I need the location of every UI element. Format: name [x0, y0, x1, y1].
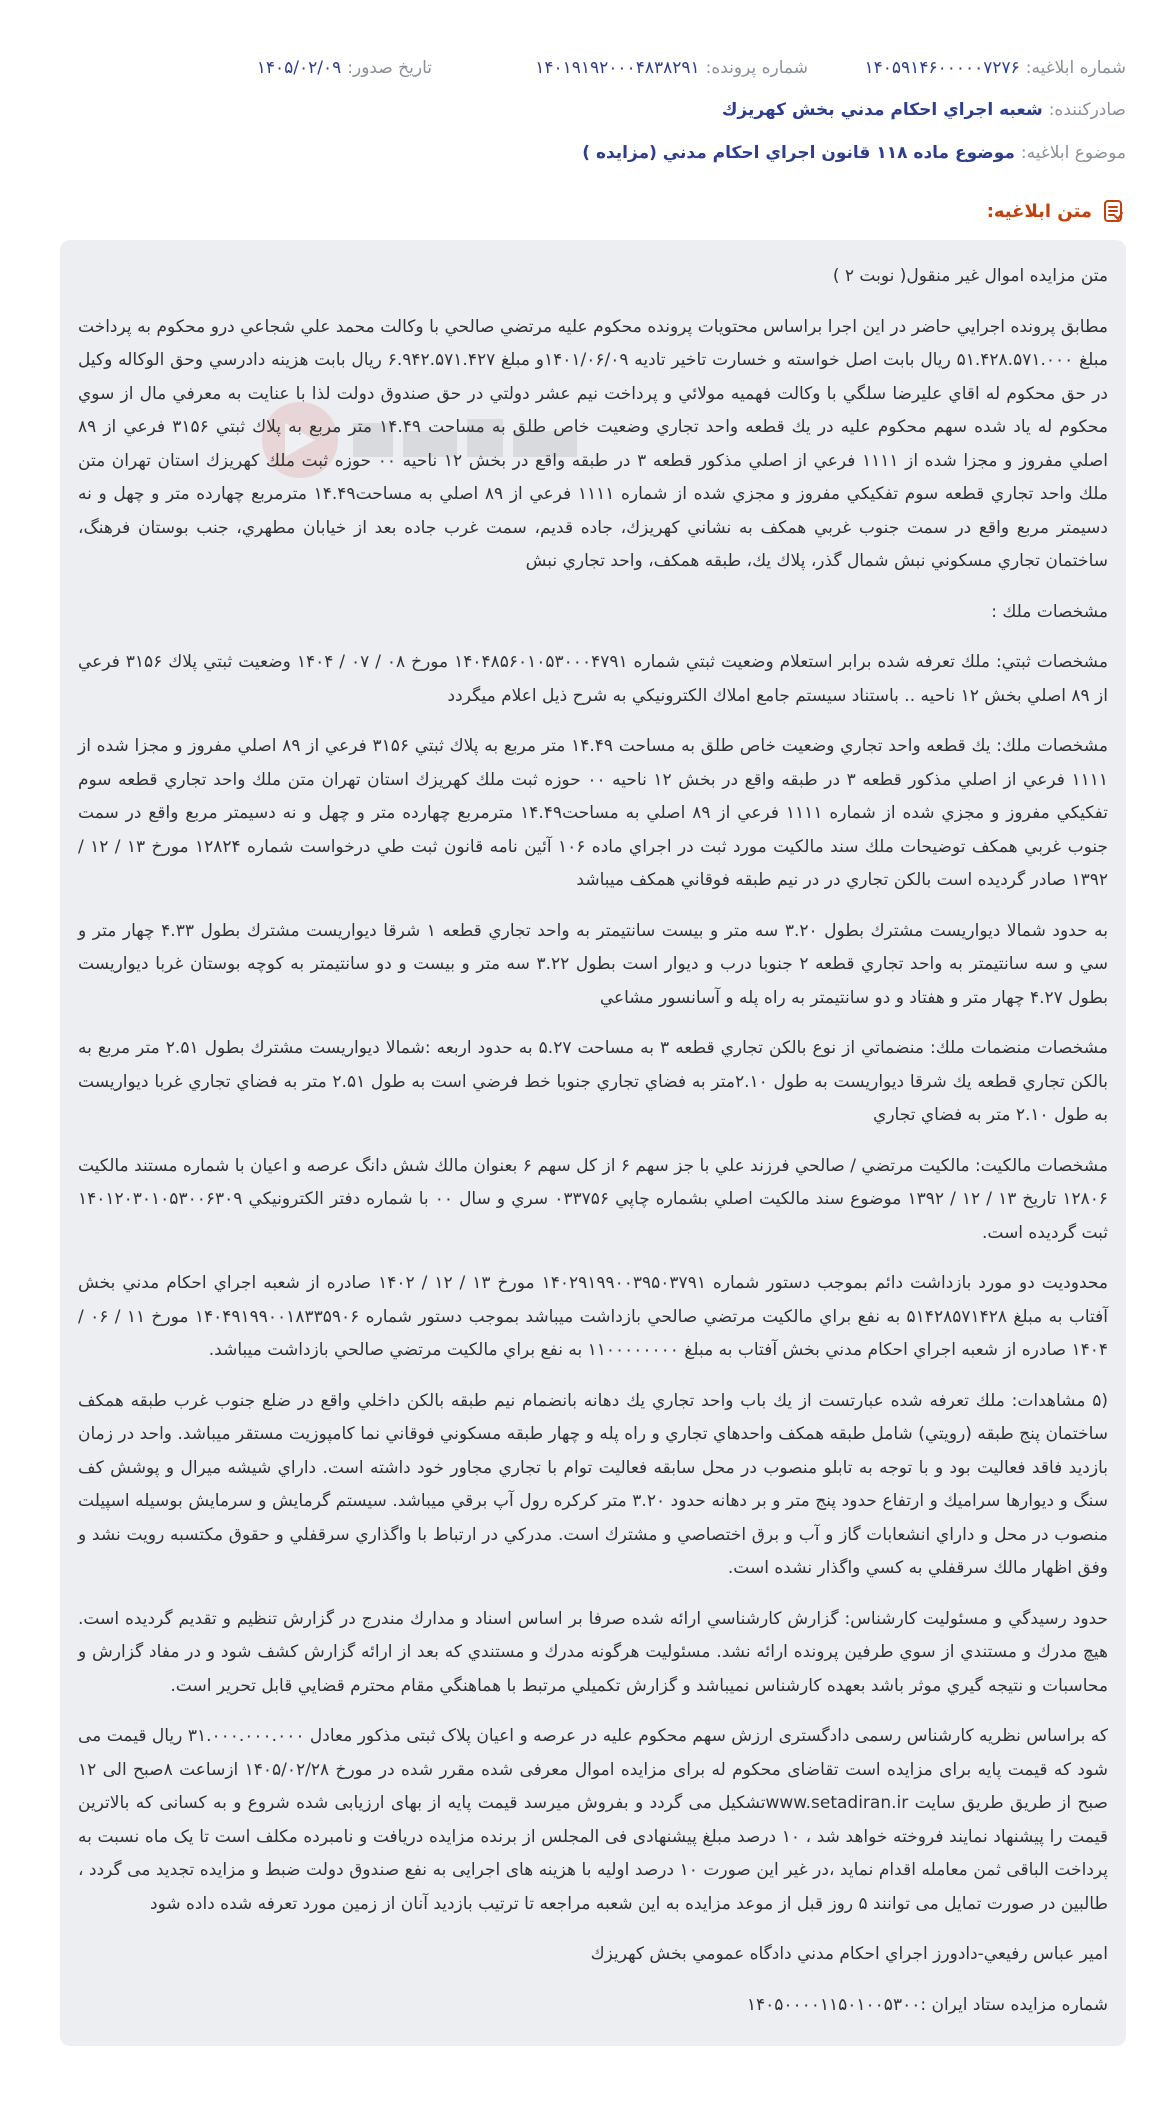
paragraph-13: امير عباس رفيعي-دادورز اجراي احكام مدني دادگاه عمومي بخش كهريزك [590, 1944, 1108, 1964]
header-meta-row-3 [48, 141, 1126, 165]
paragraph-14: شماره مزایده ستاد ایران :۱۴۰۵۰۰۰۰۱۱۵۰۱۰۰۵۳۰۰ [746, 1994, 1108, 2015]
paragraph-2: مطابق پرونده اجرايي حاضر در اين اجرا براساس محتويات پرونده محكوم عليه مرتضي صالحي با وكالت محمد علي شجاعي درو محكوم به پرداخت مبلغ ۵۱.۴۲۸.۵۷۱.۰۰۰ ريال بابت اصل خواسته و خسارت تاخير تاديه ۱۴۰۱/۰۶/۰۹و مبلغ ۶.۹۴۲.۵۷۱.۴۲۷ ريال بابت هزينه دادرسي وحق الوكاله وكيل در حق محكوم له اقاي عليرضا سلگي با وكالت فهميه مولائي و پرداخت نيم عشر دولتي در حق صندوق دولت لذا با عنايت به معرفي مال از سوي محكوم له ياد شده سهم محكوم عليه در يك قطعه واحد تجاري وضعيت خاص طلق به مساحت ۱۴.۴۹ متر مربع به پلاك ثبتي ۳۱۵۶ فرعي از ۸۹ اصلي مفروز و مجزا شده از ۱۱۱۱ فرعي از اصلي مذكور قطعه ۳ در طبقه واقع در بخش ۱۲ ناحيه ۰۰ حوزه ثبت ملك كهريزك استان تهران متن ملك واحد تجاري قطعه سوم تفكيكي مفروز و مجزي شده از شماره ۱۱۱۱ فرعي از ۸۹ اصلي به مساحت۱۴.۴۹ مترمربع چهارده متر و چهل و نه دسيمتر مربع واقع در سمت جنوب غربي همكف به نشاني كهريزك، جاده قديم، سمت غرب جاده بعد از خيابان مطهري، جنب بوستان فرهنگ، ساختمان تجاري مسكوني نبش شمال گذر، پلاك يك، طبقه همكف، واحد تجاري نبش [78, 316, 1108, 571]
notice-body-panel [60, 240, 1126, 2046]
subject-value: موضوع ماده ۱۱۸ قانون اجراي احكام مدني (مزايده ) [582, 143, 1015, 163]
issuer-value: شعبه اجراي احكام مدني بخش كهريزك [721, 100, 1043, 120]
subject [582, 141, 1126, 165]
paragraph-4: مشخصات ثبتي: ملك تعرفه شده برابر استعلام وضعيت ثبتي شماره ۱۴۰۴۸۵۶۰۱۰۵۳۰۰۰۴۷۹۱ مورخ ۰۸ / ۰۷ / ۱۴۰۴ وضعيت ثبتي پلاك ۳۱۵۶ فرعي از ۸۹ اصلي بخش ۱۲ ناحيه .. باستناد سيستم جامع املاك الكترونيكي به شرح ذيل اعلام ميگردد [78, 652, 1108, 706]
paragraph-8: مشخصات مالكيت: مالكيت مرتضي / صالحي فرزند علي با جز سهم ۶ از كل سهم ۶ بعنوان مالك شش دانگ عرصه و اعيان با شماره مستند مالكيت ۱۲۸۰۶ تاريخ ۱۳ / ۱۲ / ۱۳۹۲ موضوع سند مالكيت اصلي بشماره چاپي ۰۳۳۷۵۶ سري و سال ۰۰ با شماره دفتر الكترونيكي ۱۴۰۱۲۰۳۰۱۰۵۳۰۰۶۳۰۹ ثبت گرديده است. [77, 1155, 1108, 1243]
issuer-label: صادرکننده: [1048, 100, 1126, 120]
notice-number [808, 56, 1126, 80]
section-title [987, 198, 1126, 224]
subject-label: موضوع ابلاغیه: [1020, 143, 1126, 163]
paragraph-12: كه براساس نظريه كارشناس رسمى دادگسترى ارزش سهم محکوم علیه در عرصه و اعیان پلاک ثبتی مذکور معادل ۳۱.۰۰۰.۰۰۰.۰۰۰ ریال قيمت مى شود كه قيمت پایه برای مزایده است تقاضای محکوم له برای مزایده اموال معرفی شده مقرر شده در مورخ ۱۴۰۵/۰۲/۲۸ ازساعت ۸صبح الی ۱۲ صبح از طریق طريق سایت www.setadiran.irتشكيل مى گردد و بفروش ميرسد قيمت پايه از بهای ارزیابی شده شروع و به کسانی که بالاترين قيمت را پيشنهاد نمايند فروخته خواهد شد ، ۱۰ درصد مبلغ پیشنهادی فی المجلس از برنده مزایده دریافت و نامبرده مکلف است تا یک ماه نسبت به پرداخت الباقی ثمن معامله اقدام نماید ،در غیر این صورت ۱۰ درصد اولیه با هزینه های اجرایی به نفع صندوق دولت ضبط و مزایده تجدید می گردد ، طالبین در صورت تمایل می توانند ۵ روز قبل از موعد مزایده به این شعبه مراجعه تا ترتیب بازدید آنان از زمین مورد تعرفه شده داده شود [78, 1726, 1108, 1914]
paragraph-1: متن مزايده اموال غير منقول( نوبت ۲ ) [832, 266, 1108, 286]
header-meta-row-1 [48, 56, 1126, 80]
section-title-text: متن ابلاغیه: [986, 200, 1092, 222]
paragraph-3: مشخصات ملك : [991, 601, 1108, 622]
notice-number-value: ۱۴۰۵۹۱۴۶۰۰۰۰۰۷۲۷۶ [864, 58, 1020, 78]
case-number-value: ۱۴۰۱۹۱۹۲۰۰۰۴۸۳۸۲۹۱ [535, 58, 700, 78]
issue-date-label: تاریخ صدور: [347, 58, 432, 78]
paragraph-5: مشخصات ملك: يك قطعه واحد تجاري وضعيت خاص طلق به مساحت ۱۴.۴۹ متر مربع به پلاك ثبتي ۳۱۵۶ فرعي از ۸۹ اصلي مفروز و مجزا شده از ۱۱۱۱ فرعي از اصلي مذكور قطعه ۳ در طبقه واقع در بخش ۱۲ ناحيه ۰۰ حوزه ثبت ملك كهريزك استان تهران متن ملك واحد تجاري قطعه سوم تفكيكي مفروز و مجزي شده از شماره ۱۱۱۱ فرعي از ۸۹ اصلي به مساحت۱۴.۴۹ مترمربع چهارده متر و چهل و نه دسيمتر مربع واقع در سمت جنوب غربي همكف توضيحات ملك سند مالكيت مورد ثبت در اجراي ماده ۱۰۶ آئين نامه قانون ثبت طي درخواست شماره ۱۲۸۲۴ مورخ ۱۳ / ۱۲ / ۱۳۹۲ صادر گرديده است بالكن تجاري در در نيم طبقه فوقاني همكف ميباشد [78, 736, 1109, 890]
document-text-icon [1100, 198, 1126, 224]
paragraph-6: به حدود شمالا ديواريست مشترك بطول ۳.۲۰ سه متر و بيست سانتيمتر به واحد تجاري قطعه ۱ شرقا ديواريست مشترك بطول ۴.۳۳ چهار متر و سي و سه سانتيمتر به واحد تجاري قطعه ۲ جنوبا درب و ديوار است بطول ۳.۲۲ سه متر و بيست و دو سانتيمتر به كوچه بوستان غربا ديواريست بطول ۴.۲۷ چهار متر و هفتاد و دو سانتيمتر به راه پله و آسانسور مشاعي [78, 920, 1108, 1008]
notice-number-label: شماره ابلاغیه: [1025, 58, 1126, 78]
issue-date [257, 56, 432, 80]
paragraph-10: (۵ مشاهدات: ملك تعرفه شده عبارتست از يك باب واحد تجاري يك دهانه بانضمام نيم طبقه بالكن داخلي واقع در ضلع جنوب غرب طبقه همكف ساختمان پنج طبقه (رويتي) شامل طبقه همكف واحدهاي تجاري و راه پله و چهار طبقه مسكوني فوقاني نما كامپوزيت مستقر ميباشد. واحد در زمان بازديد فاقد فعاليت بود و با توجه به تابلو منصوب در محل سابقه فعاليت توام با تجاري مجاور خود داشته است. داراي شيشه ميرال و پوشش كف سنگ و ديوارها سراميك و ارتفاع حدود پنج متر و بر دهانه حدود ۳.۲۰ متر كركره رول آپ برقي ميباشد. سيستم گرمايش و سرمايش بوسيله اسپيلت منصوب در محل و داراي انشعابات گاز و آب و برق اختصاصي و مشترك است. مدركي در ارتباط با واگذاري سرقفلي و حقوق مكتسبه رويت نشد و وفق اظهار مالك سرقفلي به كسي واگذار نشده است. [78, 1390, 1109, 1578]
case-number [432, 56, 808, 80]
header-meta-row-2 [48, 98, 1126, 122]
paragraph-7: مشخصات منضمات ملك: منضماتي از نوع بالكن تجاري قطعه ۳ به مساحت ۵.۲۷ به حدود اربعه :شمالا ديواريست مشترك بطول ۲.۵۱ متر مربع به بالكن تجاري قطعه يك شرقا ديواريست به طول ۲.۱۰متر به فضاي تجاري جنوبا خط فرضي است به طول ۲.۵۱ متر به فضاي تجاري غربا ديواريست به طول ۲.۱۰ متر به فضاي تجاري [78, 1038, 1108, 1125]
issuer [722, 98, 1126, 122]
paragraph-11: حدود رسيدگي و مسئوليت كارشناس: گزارش كارشناسي ارائه شده صرفا بر اساس اسناد و مدارك مندرج در گزارش تنظيم و تقديم گرديده است. هيچ مدرك و مستندي از سوي طرفين پرونده ارائه نشد. مسئوليت هرگونه مدرك و مستندي كه بعد از ارائه گزارش كشف شود و در مفاد گزارش و محاسبات و نتيجه گيري موثر باشد بعهده كارشناس نميباشد و گزارش تكميلي مرتبط با هماهنگي مقام محترم قضايي قابل تحرير است. [78, 1608, 1108, 1696]
paragraph-9: محدوديت دو مورد بازداشت دائم بموجب دستور شماره ۱۴۰۲۹۱۹۹۰۰۳۹۵۰۳۷۹۱ مورخ ۱۳ / ۱۲ / ۱۴۰۲ صادره از شعبه اجراي احكام مدني بخش آفتاب به مبلغ ۵۱۴۲۸۵۷۱۴۲۸ به نفع براي مالكيت مرتضي صالحي بازداشت ميباشد بموجب دستور شماره ۱۴۰۴۹۱۹۹۰۰۱۸۳۳۵۹۰۶ مورخ ۱۱ / ۰۶ / ۱۴۰۴ صادره از شعبه اجراي احكام مدني بخش آفتاب به مبلغ ۱۱۰۰۰۰۰۰۰۰ به نفع براي مالكيت مرتضي صالحي بازداشت ميباشد. [78, 1273, 1108, 1360]
issue-date-value: ۱۴۰۵/۰۲/۰۹ [256, 58, 342, 78]
case-number-label: شماره پرونده: [705, 58, 808, 78]
